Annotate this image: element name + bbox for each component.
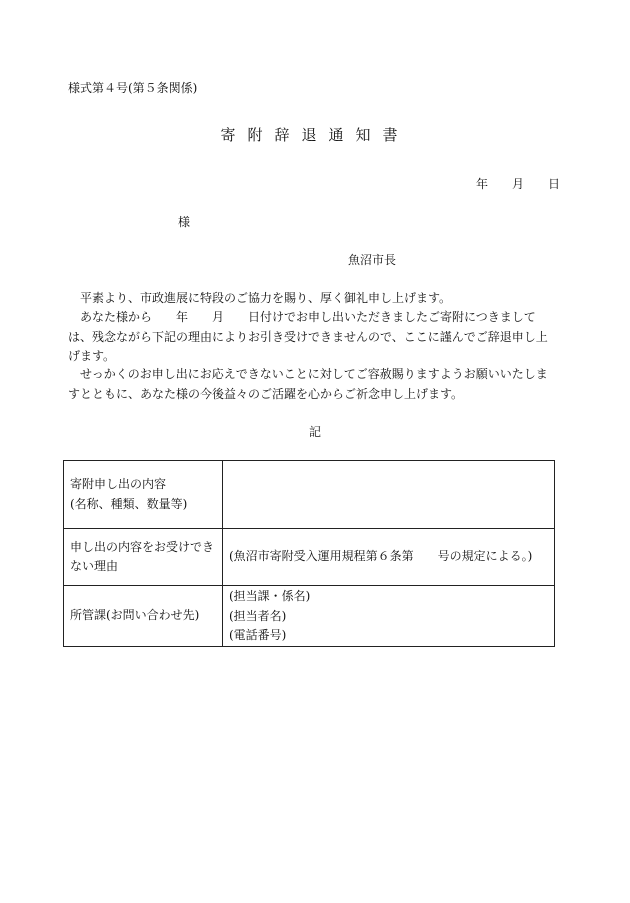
sender-name: 魚沼市長 xyxy=(348,253,397,267)
recipient-suffix: 様 xyxy=(178,215,191,229)
contact-section-name: (担当課・係名) xyxy=(229,589,311,603)
details-table xyxy=(63,460,555,647)
donation-content-value xyxy=(223,461,555,529)
reason-label: 申し出の内容をお受けできない理由 xyxy=(64,529,223,586)
reason-value: (魚沼市寄附受入運用規程第６条第 号の規定による。) xyxy=(223,529,555,586)
date-line: 年 月 日 xyxy=(476,177,561,191)
decline-paragraph: あなた様から 年 月 日付けでお申し出いただきましたご寄附につきましては、残念ながら下記の理由によりお引き受けできませんので、ここに謹んでご辞退申し上げます。 xyxy=(68,310,548,363)
form-number: 様式第４号(第５条関係) xyxy=(68,81,198,95)
contact-phone-number: (電話番号) xyxy=(229,628,287,642)
table-row xyxy=(64,586,555,647)
closing-paragraph: せっかくのお申し出にお応えできないことに対してご容赦賜りますようお願いいたしますとともに、あなた様の今後益々のご活躍を心からご祈念申し上げます。 xyxy=(68,367,548,401)
greeting-paragraph: 平素より、市政進展に特段のご協力を賜り、厚く御礼申し上げます。 xyxy=(68,291,452,305)
department-contact-value xyxy=(223,586,555,647)
contact-person-name: (担当者名) xyxy=(229,608,287,623)
donation-content-label: 寄附申し出の内容 (名称、種類、数量等) xyxy=(64,461,223,529)
table-row xyxy=(64,529,555,586)
department-label: 所管課(お問い合わせ先) xyxy=(64,586,223,647)
ki-heading: 記 xyxy=(309,425,322,439)
table-row xyxy=(64,461,555,529)
document-title: 寄附辞退通知書 xyxy=(220,126,410,144)
